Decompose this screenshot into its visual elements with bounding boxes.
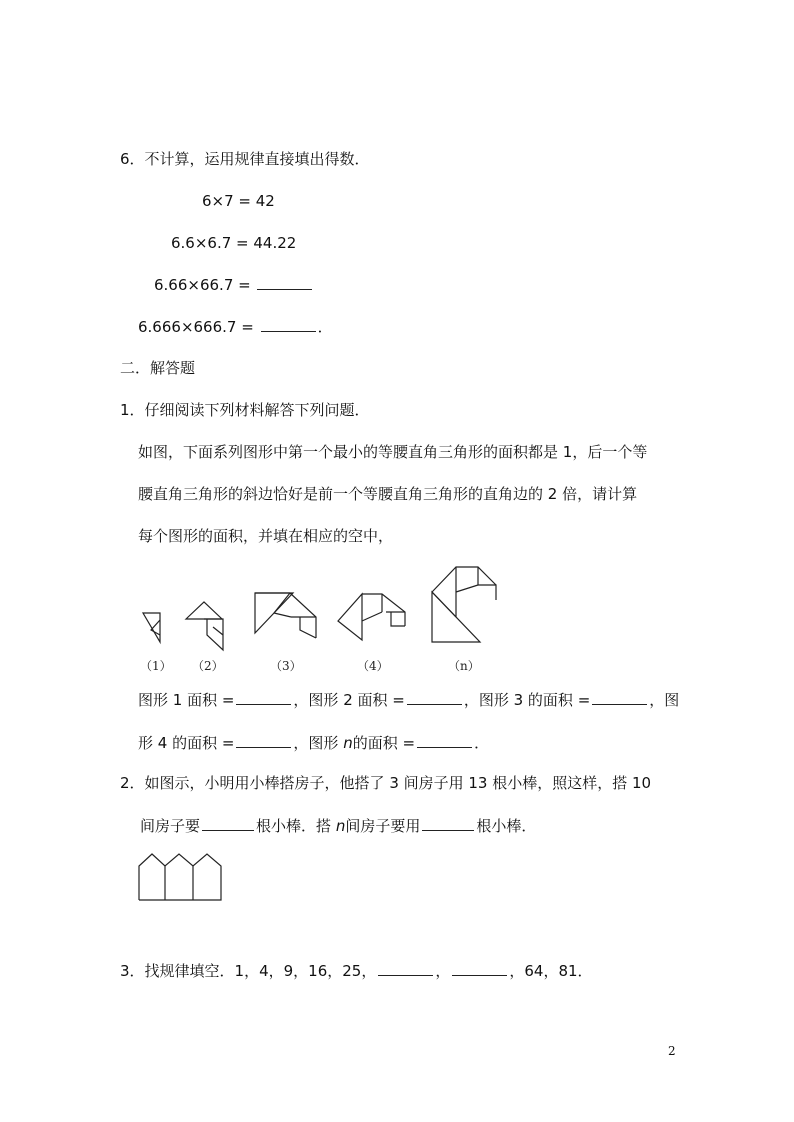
p1-para1: 如图，下面系列图形中第一个最小的等腰直角三角形的面积都是 1，后一个等	[138, 443, 648, 461]
answer-blank[interactable]	[257, 275, 312, 290]
answer-blank[interactable]	[378, 961, 433, 976]
section-title: 二．解答题	[120, 359, 196, 377]
q6-line4-end: ．	[317, 318, 333, 336]
figure-caption: （4）	[357, 659, 389, 673]
figure-caption: （n）	[448, 659, 480, 673]
q6-line1: 6×7 = 42	[202, 192, 275, 210]
p1-answers-line1	[138, 690, 679, 710]
figure-4	[335, 588, 415, 643]
answer-blank[interactable]	[236, 690, 291, 705]
q6-title: 6．不计算，运用规律直接填出得数．	[120, 150, 370, 168]
p1-text: 的面积 =	[352, 734, 416, 752]
p3-line	[120, 961, 593, 981]
p3-text: ，	[435, 962, 451, 980]
p1-text: ，图	[649, 691, 680, 709]
variable-n: n	[343, 734, 353, 752]
p3-text: 3．找规律填空．1，4，9，16，25，	[120, 962, 377, 980]
p1-answers-line2	[138, 733, 489, 753]
q6-line4	[138, 317, 333, 337]
figure-3	[253, 588, 323, 638]
p2-line2	[140, 816, 536, 836]
q6-line2: 6.6×6.7 = 44.22	[171, 234, 297, 252]
p1-text: 图形 1 面积 =	[138, 691, 235, 709]
answer-blank[interactable]	[236, 733, 291, 748]
variable-n: n	[335, 817, 346, 835]
figure-caption: （2）	[192, 659, 224, 673]
p2-text: 根小棒．	[476, 817, 537, 835]
answer-blank[interactable]	[202, 816, 254, 831]
houses-figure	[138, 852, 228, 902]
p1-para2: 腰直角三角形的斜边恰好是前一个等腰直角三角形的直角边的 2 倍，请计算	[138, 485, 638, 503]
p2-line1: 2．如图示，小明用小棒搭房子，他搭了 3 间房子用 13 根小棒，照这样，搭 10	[120, 774, 652, 792]
answer-blank[interactable]	[452, 961, 507, 976]
p2-text: 间房子要	[140, 817, 201, 835]
p1-text: ．	[474, 734, 490, 752]
p3-text: ，64，81．	[509, 962, 593, 980]
figure-caption: （1）	[140, 659, 172, 673]
answer-blank[interactable]	[261, 317, 316, 332]
q6-line3-text: 6.66×66.7 =	[154, 276, 251, 294]
p1-para3: 每个图形的面积，并填在相应的空中，	[138, 527, 394, 545]
p1-text: ，图形	[293, 734, 339, 752]
q6-line3	[154, 275, 314, 295]
p2-text: 间房子要用	[345, 817, 421, 835]
answer-blank[interactable]	[592, 690, 647, 705]
answer-blank[interactable]	[417, 733, 472, 748]
p1-text: ，图形 2 面积 =	[293, 691, 405, 709]
p2-text: 根小棒．搭	[256, 817, 332, 835]
figure-2	[183, 595, 233, 650]
answer-blank[interactable]	[407, 690, 462, 705]
p1-text: 形 4 的面积 =	[138, 734, 235, 752]
page-number: 2	[668, 1044, 676, 1058]
figure-1	[140, 610, 170, 650]
q6-line4-text: 6.666×666.7 =	[138, 318, 254, 336]
answer-blank[interactable]	[422, 816, 474, 831]
p1-title: 1．仔细阅读下列材料解答下列问题．	[120, 401, 370, 419]
figure-caption: （3）	[270, 659, 302, 673]
figure-n	[430, 560, 510, 650]
p1-text: ，图形 3 的面积 =	[463, 691, 591, 709]
